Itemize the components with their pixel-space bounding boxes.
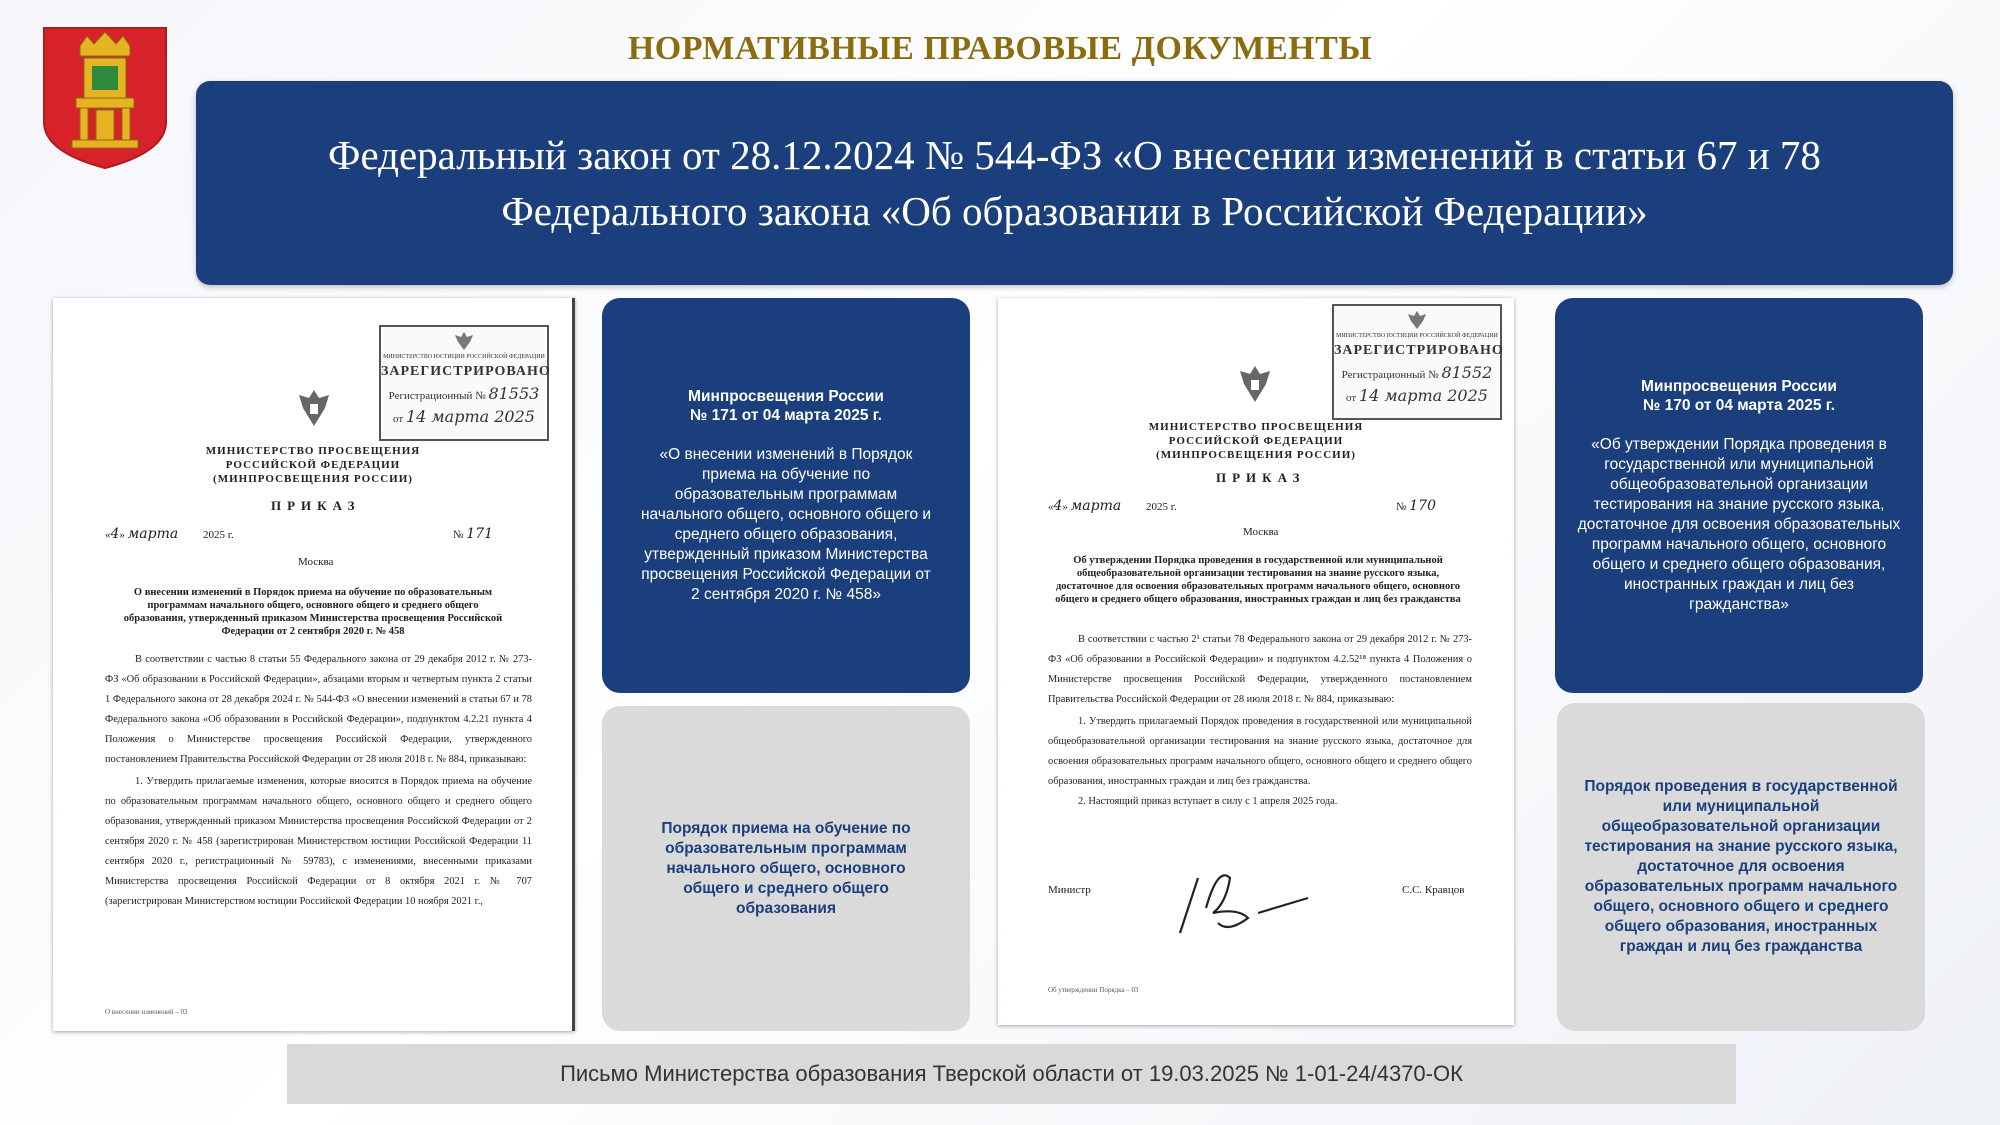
ministry-name: МИНИСТЕРСТВО ПРОСВЕЩЕНИЯ РОССИЙСКОЙ ФЕДЕРАЦИИ (МИНПРОСВЕЩЕНИЯ РОССИИ) [1148,421,1364,461]
order-city: Москва [298,556,334,568]
stamp-reg-number: 81552 [1441,363,1493,382]
stamp-reg-label: Регистрационный № [1341,369,1439,381]
stamp-date: 14 марта 2025 [405,407,535,426]
signature-image [1168,858,1318,938]
stamp-date: 14 марта 2025 [1358,386,1488,405]
law-banner [196,81,1953,285]
eagle-icon [453,331,475,351]
order-body-paragraph-1: В соответствии с частью 2¹ статьи 78 Федерального закона от 29 декабря 2012 г. № 273-ФЗ «Об образовании в Российской Федерации» и подпунктом 4.2.52¹⁸ пункта 4 Положения о Министерстве просвещения Российской Федерации, утвержденного постановлением Правительства Российской Федерации от 28 июля 2018 г. № 884, приказываю: [1048,634,1472,705]
order-footer: О внесении изменений – 03 [105,1008,188,1016]
stamp-date-prefix: от [393,413,404,425]
order-year: 2025 г. [202,529,234,541]
minister-label: Министр [1048,884,1091,896]
order-170-document [998,298,1514,1025]
page-title [0,30,2000,68]
order-171-card [602,298,970,693]
order-number: № 170 [1396,498,1436,514]
order-170-summary-card [1557,703,1925,1031]
order-number-value: 171 [466,526,493,542]
stamp-reg-number: 81553 [488,384,540,403]
minister-name: С.С. Кравцов [1402,884,1465,896]
stamp-reg-label: Регистрационный № [388,390,486,402]
order-date: «4» марта 2025 г. [1048,498,1177,514]
order-month: марта [1070,498,1122,514]
order-footer: Об утверждении Порядка – 03 [1048,986,1139,994]
order-heading: О внесении изменений в Порядок приема на обучение по образовательным программам начального общего, основного общего и среднего общего образования, утвержденный приказом Министерства просвещения Российской Федерации от 2 сентября 2020 г. № 458 [123,587,503,637]
order-number-value: 170 [1409,498,1436,514]
page-title-text: НОРМАТИВНЫЕ ПРАВОВЫЕ ДОКУМЕНТЫ [627,30,1373,67]
order-171-card-text: «О внесении изменений в Порядок приема на обучение по образовательным программам начального общего, основного общего и среднего общего образования, утвержденный приказом Министерства просвещения Российской Федерации от 2 сентября 2020 г. № 458» [640,445,932,603]
order-month: марта [127,526,179,542]
order-body [105,650,532,912]
order-body-paragraph-2: 1. Утвердить прилагаемые изменения, которые вносятся в Порядок приема на обучение по образовательным программам начального общего, основного общего и среднего общего образования, утвержденный приказом Министерства просвещения Российской Федерации от 2 сентября 2020 г. № 458 (зарегистрирован Министерством юстиции Российской Федерации 11 сентября 2020 г., регистрационный № 59783), с изменениями, внесенными приказами Министерства просвещения Российской Федерации от 8 октября 2021 г. № 707 (зарегистрирован Министерством юстиции Российской Федерации 10 ноября 2021 г., [105,776,532,907]
order-title: ПРИКАЗ [1216,470,1306,485]
order-number: № 171 [453,526,493,542]
stamp-date-prefix: от [1346,392,1357,404]
order-170-card-title: Минпросвещения России № 170 от 04 марта 2025 г. [1641,377,1837,414]
eagle-icon [1238,364,1272,404]
order-body-paragraph-2: 1. Утвердить прилагаемый Порядок проведения в государственной или муниципальной общеобразовательной организации тестирования на знание русского языка, достаточное для освоения образовательных программ начального общего, основного общего и среднего общего образования, иностранных граждан и лиц без гражданства. [1048,716,1472,787]
order-171-summary-card [602,706,970,1031]
registration-stamp [379,325,549,441]
order-heading: Об утверждении Порядка проведения в государственной или муниципальной общеобразовательной организации тестирования на знание русского языка, достаточное для освоения образовательных программ начального общего, основного общего и среднего общего образования, иностранных граждан и лиц без гражданства [1055,555,1461,605]
stamp-registered: ЗАРЕГИСТРИРОВАНО [381,364,551,379]
footer-letter [287,1044,1736,1104]
order-body-paragraph-3: 2. Настоящий приказ вступает в силу с 1 апреля 2025 года. [1078,796,1338,807]
order-day: 4 [110,526,120,542]
order-171-summary-text: Порядок приема на обучение по образовательным программам начального общего, основного общего и среднего общего образования [661,819,911,917]
order-body [1048,630,1472,812]
order-170-summary-text: Порядок проведения в государственной или муниципальной общеобразовательной организации тестирования на знание русского языка, достаточное для освоения образовательных программ начального общего, основного общего и среднего общего образования, иностранных граждан и лиц без гражданства [1584,778,1898,955]
order-year: 2025 г. [1145,501,1177,513]
order-170-card-text: «Об утверждении Порядка проведения в государственной или муниципальной общеобразовательной организации тестирования на знание русского языка, достаточное для освоения образовательных программ начального общего, основного общего и среднего общего образования, иностранных граждан и лиц без гражданства» [1577,435,1901,613]
order-title: ПРИКАЗ [271,498,361,513]
order-date: «4» марта 2025 г. [105,526,234,542]
order-body-paragraph-1: В соответствии с частью 8 статьи 55 Федерального закона от 29 декабря 2012 г. № 273-ФЗ «Об образовании в Российской Федерации», абзацами вторым и четвертым пункта 2 статьи 1 Федерального закона от 28 декабря 2024 г. № 544-ФЗ «О внесении изменений в статьи 67 и 78 Федерального закона «Об образовании в Российской Федерации», подпунктом 4.2.21 пункта 4 Положения о Министерстве просвещения Российской Федерации, утвержденного постановлением Правительства Российской Федерации от 28 июля 2018 г. № 884, приказываю: [105,654,532,765]
stamp-ministry: МИНИСТЕРСТВО ЮСТИЦИИ РОССИЙСКОЙ ФЕДЕРАЦИИ [383,354,545,360]
law-banner-text: Федеральный закон от 28.12.2024 № 544-ФЗ «О внесении изменений в статьи 67 и 78 Федерального закона «Об образовании в Российской Федерации» [328,132,1821,234]
eagle-icon [297,388,331,428]
registration-stamp [1332,304,1502,420]
order-171-card-title: Минпросвещения России № 171 от 04 марта 2025 г. [688,387,884,424]
footer-letter-text: Письмо Министерства образования Тверской области от 19.03.2025 № 1-01-24/4370-ОК [560,1061,1463,1086]
stamp-ministry: МИНИСТЕРСТВО ЮСТИЦИИ РОССИЙСКОЙ ФЕДЕРАЦИИ [1336,333,1498,339]
order-171-document [53,298,575,1031]
stamp-registered: ЗАРЕГИСТРИРОВАНО [1334,343,1504,358]
eagle-icon [1406,310,1428,330]
order-170-card [1555,298,1923,693]
order-city: Москва [1243,526,1279,538]
ministry-name: МИНИСТЕРСТВО ПРОСВЕЩЕНИЯ РОССИЙСКОЙ ФЕДЕРАЦИИ (МИНПРОСВЕЩЕНИЯ РОССИИ) [205,445,421,485]
order-day: 4 [1053,498,1063,514]
